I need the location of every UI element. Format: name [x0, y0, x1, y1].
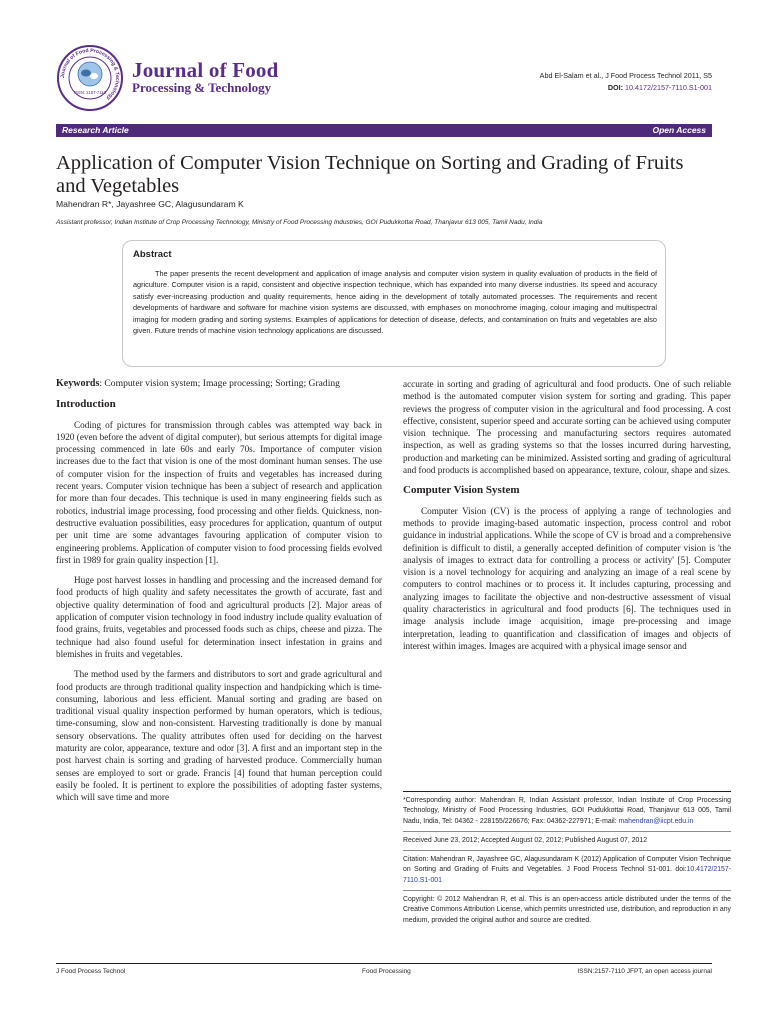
- article-type-label: Research Article: [62, 125, 129, 135]
- footnote-separator: [403, 890, 731, 891]
- footnote-rule: [403, 791, 731, 792]
- citation-doi-link[interactable]: 10.4172/2157-7110.S1-001: [403, 866, 731, 884]
- header-citation: Abd El-Salam et al., J Food Process Technol 2011, S5: [539, 71, 712, 80]
- journal-title: Journal of Food: [132, 58, 279, 82]
- footnote-separator: [403, 850, 731, 851]
- journal-logo: [56, 44, 124, 112]
- article-type-bar: [56, 124, 712, 137]
- footer-journal: J Food Process Technol: [56, 968, 126, 975]
- footnote-separator: [403, 831, 731, 832]
- right-column: [403, 378, 731, 660]
- footnote-box: [403, 791, 731, 930]
- keywords-label: Keywords: [56, 378, 100, 389]
- logo-ring-text: Journal of Food Processing & Technology: [59, 47, 121, 102]
- paper-title: Application of Computer Vision Technique on Sorting and Grading of Fruits and Vegetables: [56, 152, 684, 197]
- footer-section: Food Processing: [362, 968, 411, 975]
- corresponding-author: [403, 796, 731, 827]
- keywords: [56, 378, 382, 390]
- intro-paragraph-2: Huge post harvest losses in handling and processing and the increased demand for food products of high quality and safety necessitates the growth of accurate, fast and objective quality determination of food and agricultural products [2]. Major areas of application of computer vision technology in food industry include quality evaluation of food grains, fruits, vegetables and processed foods such as chips, cheese and pizza. The technique had also found useful for determination insect infestation in grains and blemishes in fruits and vegetables.: [56, 575, 382, 659]
- intro-paragraph-1: Coding of pictures for transmission through cables was attempted way back in 1920 (even before the advent of digital computer), but serious attempts for digital image processing commenced in late 60s and early 70s. Importance of computer vision increases due to the fact that vision is one of the most dominant human senses. The use of computer vision for the inspection of fruits and vegetables has increased during recent years. Computer vision technique has been a subject of research and application for more than four decades. This technique is used in many engineering fields such as robotics, industrial image processing, food processing and other fields. Quickness, non-destructive evaluation possibilities, easy procedures for application, quantum of output per unit time are some advantages favouring application of computer vision to engineering problems. Application of computer vision to food processing fields evolved first in 1989 for grain quality inspection [1].: [56, 419, 382, 565]
- abstract-box: [122, 240, 666, 367]
- intro-paragraph-4: accurate in sorting and grading of agricultural and food products. One of such reliable method is the automated computer vision system for sorting and grading. This paper reviews the progress of computer vision in the agricultural and food processing. A cost effective, consistent, superior speed and accurate sorting can be achieved using computer vision technique. The processing and manufacturing sectors requires automated inspection, as well as grading systems so that the losses incurred during harvesting, production and marketing can be minimized. Assisted sorting and grading of agricultural and food products is accomplished based on appearance, texture, colour, shape and sizes.: [403, 379, 731, 476]
- header-doi-label: DOI:: [607, 83, 623, 92]
- citation-note: [403, 855, 731, 886]
- intro-paragraph-3: The method used by the farmers and distributors to sort and grade agricultural and food products are through traditional quality inspection and handpicking which is time-consuming, laborious and less efficient. Manual sorting and grading are based on traditional visual quality inspection performed by human operators, which is tedious, time-consuming, slow and non-consistent. Harvesting traditionally is done by manual sensory observations. The quality attributes often used for deciding on the harvest maturity are color, appearance, texture and odor [3]. A first and an important step in the post harvest chain is sorting and grading of harvested produce. Commercially human senses are employed to sort or grade. Francis [4] found that human perception could easily be fooled. It is pertinent to explore the possibilities of adopting faster systems, which will save time and more: [56, 669, 382, 803]
- logo-issn: ISSN: 2157-7110: [74, 90, 106, 95]
- author-affiliation: Assistant professor, Indian Institute of Crop Processing Technology, Ministry of Food Processing Industries, GOI Pudukkottai Road, Thanjavur 613 005, Tamil Nadu, India: [56, 219, 543, 226]
- citation-text: Citation: Mahendran R, Jayashree GC, Alagusundaram K (2012) Application of Computer Vision Technique on Sorting and Grading of Fruits and Vegetables. J Food Process Technol S1-001. doi:: [403, 856, 731, 874]
- journal-subtitle: Processing & Technology: [132, 80, 272, 95]
- header-doi-link[interactable]: 10.4172/2157-7110.S1-001: [625, 83, 712, 92]
- keywords-text: : Computer vision system; Image processing; Sorting; Grading: [99, 378, 340, 389]
- computer-vision-system-heading: Computer Vision System: [403, 484, 520, 497]
- footer-issn: ISSN:2157-7110 JFPT, an open access journal: [577, 968, 712, 975]
- introduction-heading: Introduction: [56, 398, 116, 411]
- dates-received: Received June 23, 2012; Accepted August 02, 2012; Published August 07, 2012: [403, 836, 648, 844]
- left-column: [56, 378, 382, 812]
- corresponding-author-text: *Corresponding author: Mahendran R, Indian Assistant professor, Indian Institute of Crop Processing Technology, Ministry of Food Processing Industries, GOI Pudukkottai Road, Thanjavur 613 005, Tamil Nadu, India, Tel: 04362 - 228155/226676; Fax: 04362-227971; E-mail:: [403, 797, 731, 825]
- copyright-note: Copyright: © 2012 Mahendran R, et al. This is an open-access article distributed under the terms of the Creative Commons Attribution License, which permits unrestricted use, distribution, and reproduction in any medium, provided the original author and source are credited.: [403, 896, 731, 924]
- header-doi: [608, 83, 712, 92]
- cvs-paragraph-1: Computer Vision (CV) is the process of applying a range of technologies and methods to provide imaging-based automatic inspection, process control and robot guidance in industrial applications. While the scope of CV is broad and a comprehensive definition is difficult to distil, a generally accepted definition of computer vision is 'the analysis of images to extract data for controlling a process or activity' [5]. Computer vision is a novel technology for acquiring and analyzing an image of a real scene by computers to control machines or to process it. It includes capturing, processing and analyzing images to facilitate the objective and non-destructive assessment of visual quality characteristics in agricultural and food products [6]. The techniques used in image analysis include image acquisition, image pre-processing and image interpretation, leading to quantification and classification of images and objects of interest within images. Images are acquired with a physical image sensor and: [403, 505, 731, 651]
- abstract-text: The paper presents the recent development and application of image analysis and computer vision system in quality evaluation of products in the field of agriculture. Computer vision is a rapid, consistent and objective inspection technique, which has expanded into many diverse industries. Its speed and accuracy satisfy ever-increasing production and quality requirements, hence aiding in the development of totally automated processes. The requirements and recent developments of hardware and software for machine vision systems are discussed, with emphases on monochrome imaging, colour imaging and multispectral imaging for modern grading and sorting systems. Examples of applications for detection of disease, defects, and contamination on fruits and vegetables are also given. Future trends of machine vision technology applications are discussed.: [133, 269, 657, 336]
- footer-rule: [56, 963, 712, 964]
- open-access-label: Open Access: [652, 125, 706, 135]
- abstract-heading: Abstract: [133, 249, 172, 260]
- journal-seal-icon: [56, 44, 124, 112]
- author-email-link[interactable]: mahendran@iicpt.edu.in: [618, 817, 694, 825]
- author-list: Mahendran R*, Jayashree GC, Alagusundaram K: [56, 199, 244, 209]
